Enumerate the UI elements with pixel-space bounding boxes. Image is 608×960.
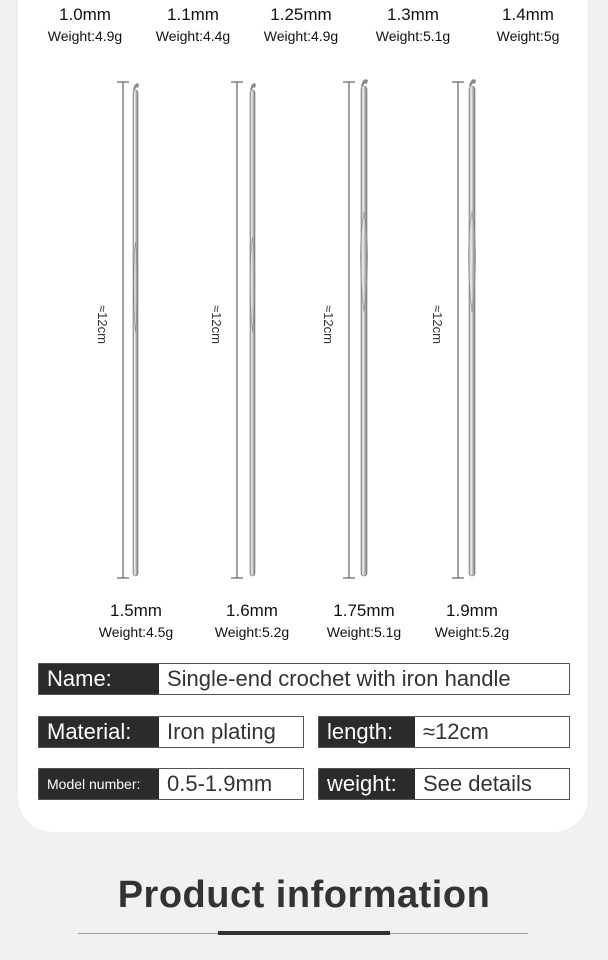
hook-2: [250, 83, 256, 576]
size-weight: Weight:5.2g: [434, 624, 510, 640]
hook-3: [361, 79, 369, 576]
spec-model-value: 0.5-1.9mm: [159, 769, 303, 799]
size-weight: Weight:4.9g: [47, 28, 123, 44]
size-label: [241, 4, 361, 46]
spec-length-label: length:: [319, 717, 415, 747]
measure-line-1: [117, 82, 129, 578]
spec-name-value: Single-end crochet with iron handle: [159, 664, 569, 694]
top-size-row: [0, 0, 608, 52]
size-label: [304, 600, 424, 642]
measure-line-3: [343, 82, 355, 578]
size-label: [25, 4, 145, 46]
length-label: ≈12cm: [94, 305, 110, 344]
size-mm: 1.3mm: [387, 5, 439, 24]
size-label: [353, 4, 473, 46]
spec-model-label: Model number:: [39, 769, 159, 799]
size-weight: Weight:4.9g: [263, 28, 339, 44]
spec-material-row: [38, 716, 570, 748]
section-heading: Product information: [117, 874, 491, 916]
size-label: [192, 600, 312, 642]
spec-weight: [318, 768, 570, 800]
length-label: ≈12cm: [429, 305, 445, 344]
size-mm: 1.25mm: [270, 5, 332, 24]
size-mm: 1.9mm: [446, 601, 498, 620]
heading-underline-accent: [218, 931, 390, 935]
size-weight: Weight:5.1g: [375, 28, 451, 44]
hook-1: [133, 83, 139, 576]
size-label: [133, 4, 253, 46]
spec-material: [38, 716, 304, 748]
size-weight: Weight:5.2g: [214, 624, 290, 640]
spec-weight-value: See details: [415, 769, 569, 799]
size-weight: Weight:5g: [496, 28, 560, 44]
size-mm: 1.5mm: [110, 601, 162, 620]
size-mm: 1.4mm: [502, 5, 554, 24]
size-label: [412, 600, 532, 642]
crochet-hooks-image: [0, 72, 608, 592]
spec-material-value: Iron plating: [159, 717, 303, 747]
length-label: ≈12cm: [208, 305, 224, 344]
size-weight: Weight:4.5g: [98, 624, 174, 640]
spec-name-label: Name:: [39, 664, 159, 694]
size-mm: 1.0mm: [59, 5, 111, 24]
size-label: [468, 4, 588, 46]
spec-name: [38, 663, 570, 695]
size-mm: 1.6mm: [226, 601, 278, 620]
spec-model-row: [38, 768, 570, 800]
spec-material-label: Material:: [39, 717, 159, 747]
measure-line-2: [231, 82, 243, 578]
measure-line-4: [452, 82, 464, 578]
size-weight: Weight:5.1g: [326, 624, 402, 640]
size-weight: Weight:4.4g: [155, 28, 231, 44]
bottom-size-row: [0, 596, 608, 644]
size-mm: 1.1mm: [167, 5, 219, 24]
size-mm: 1.75mm: [333, 601, 395, 620]
spec-model: [38, 768, 304, 800]
spec-length-value: ≈12cm: [415, 717, 569, 747]
hooks-drawing: [0, 72, 608, 592]
spec-length: [318, 716, 570, 748]
spec-name-row: [38, 663, 570, 695]
spec-weight-label: weight:: [319, 769, 415, 799]
size-label: [76, 600, 196, 642]
length-label: ≈12cm: [320, 305, 336, 344]
hook-4: [469, 79, 477, 576]
